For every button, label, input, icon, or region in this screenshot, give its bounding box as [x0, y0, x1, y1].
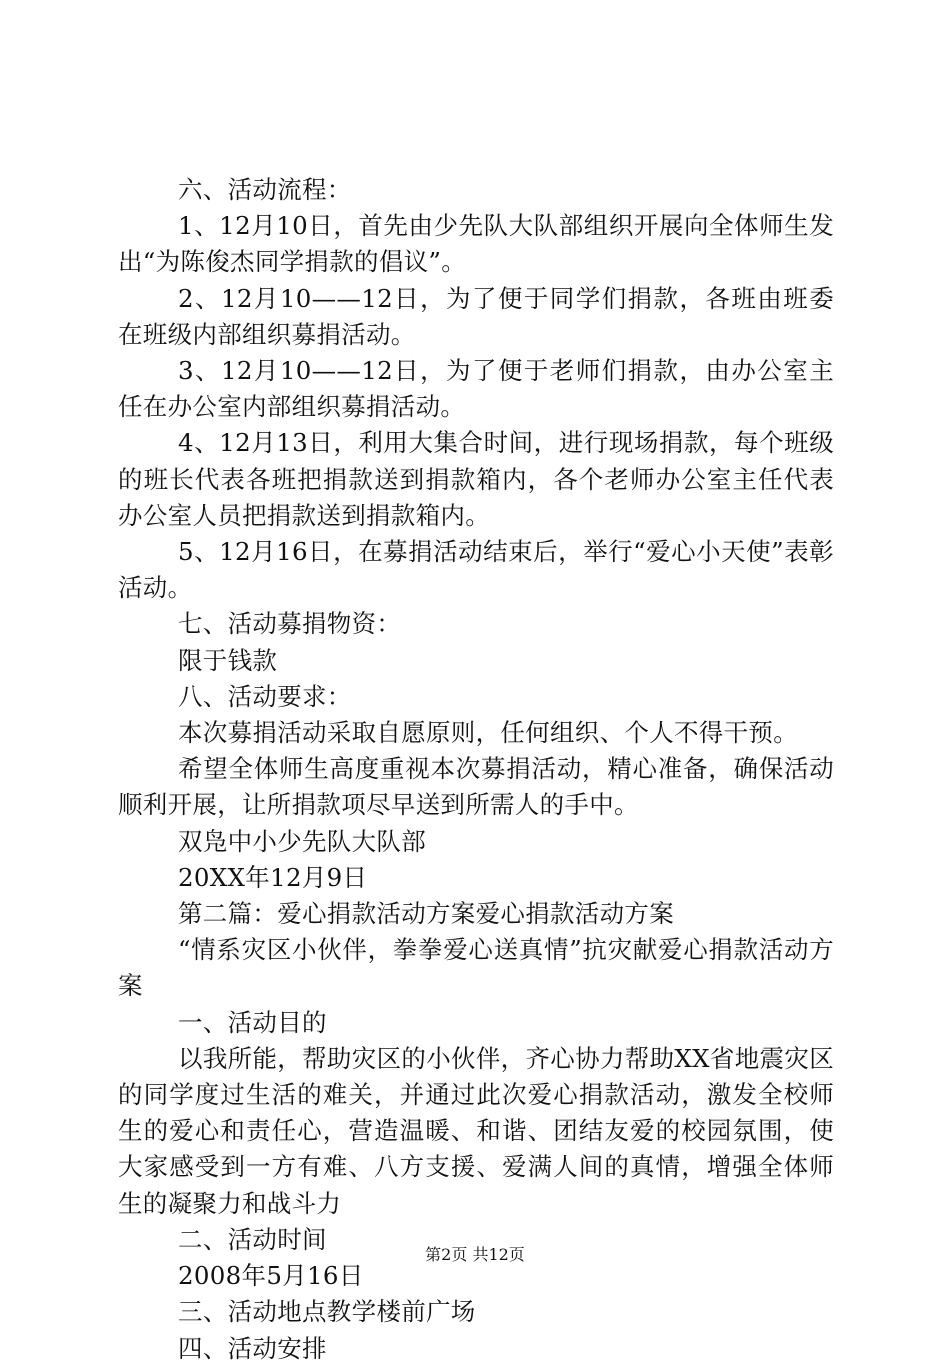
page-number-footer: 第2页 共12页 [425, 1245, 525, 1264]
paragraph-step-5: 5、12月16日，在募捐活动结束后，举行“爱心小天使”表彰活动。 [118, 537, 834, 603]
plan-title: “情系灾区小伙伴，拳拳爱心送真情”抗灾献爱心捐款活动方案 [118, 935, 834, 1001]
paragraph-step-2: 2、12月10——12日，为了便于同学们捐款，各班由班委在班级内部组织募捐活动。 [118, 283, 834, 349]
section-heading-process: 六、活动流程： [178, 175, 352, 204]
signature-date: 20XX年12月9日 [178, 862, 368, 892]
paragraph-materials: 限于钱款 [178, 645, 278, 675]
paragraph-step-3: 3、12月10——12日，为了便于老师们捐款，由办公室主任在办公室内部组织募捐活动。 [118, 356, 834, 422]
paragraph-requirement-1: 本次募捐活动采取自愿原则，任何组织、个人不得干预。 [178, 718, 798, 748]
section-heading-location: 三、活动地点教学楼前广场 [178, 1297, 476, 1327]
signature-organization: 双凫中小少先队大队部 [178, 826, 426, 856]
paragraph-step-1: 1、12月10日，首先由少先队大队部组织开展向全体师生发出“为陈俊杰同学捐款的倡议”。 [118, 211, 834, 277]
document-body [118, 172, 834, 1367]
chapter-title: 第二篇：爱心捐款活动方案爱心捐款活动方案 [178, 899, 674, 929]
section-heading-arrangement: 四、活动安排 [178, 1333, 327, 1363]
section-heading-materials: 七、活动募捐物资： [178, 609, 402, 639]
paragraph-requirement-2: 希望全体师生高度重视本次募捐活动，精心准备，确保活动顺利开展，让所捐款项尽早送到所需人的手中。 [118, 754, 834, 820]
section-heading-requirements: 八、活动要求： [178, 681, 352, 711]
section-heading-time: 二、活动时间 [178, 1224, 327, 1254]
paragraph-time: 2008年5月16日 [178, 1261, 364, 1291]
paragraph-purpose: 以我所能，帮助灾区的小伙伴，齐心协力帮助XX省地震灾区的同学度过生活的难关，并通过此次爱心捐款活动，激发全校师生的爱心和责任心，营造温暖、和谐、团结友爱的校园氛围，使大家感受到一方有难、八方支援、爱满人间的真情，增强全体师生的凝聚力和战斗力 [118, 1043, 834, 1218]
section-heading-purpose: 一、活动目的 [178, 1007, 327, 1037]
paragraph-step-4: 4、12月13日，利用大集合时间，进行现场捐款，每个班级的班长代表各班把捐款送到捐款箱内，各个老师办公室主任代表办公室人员把捐款送到捐款箱内。 [118, 428, 834, 530]
